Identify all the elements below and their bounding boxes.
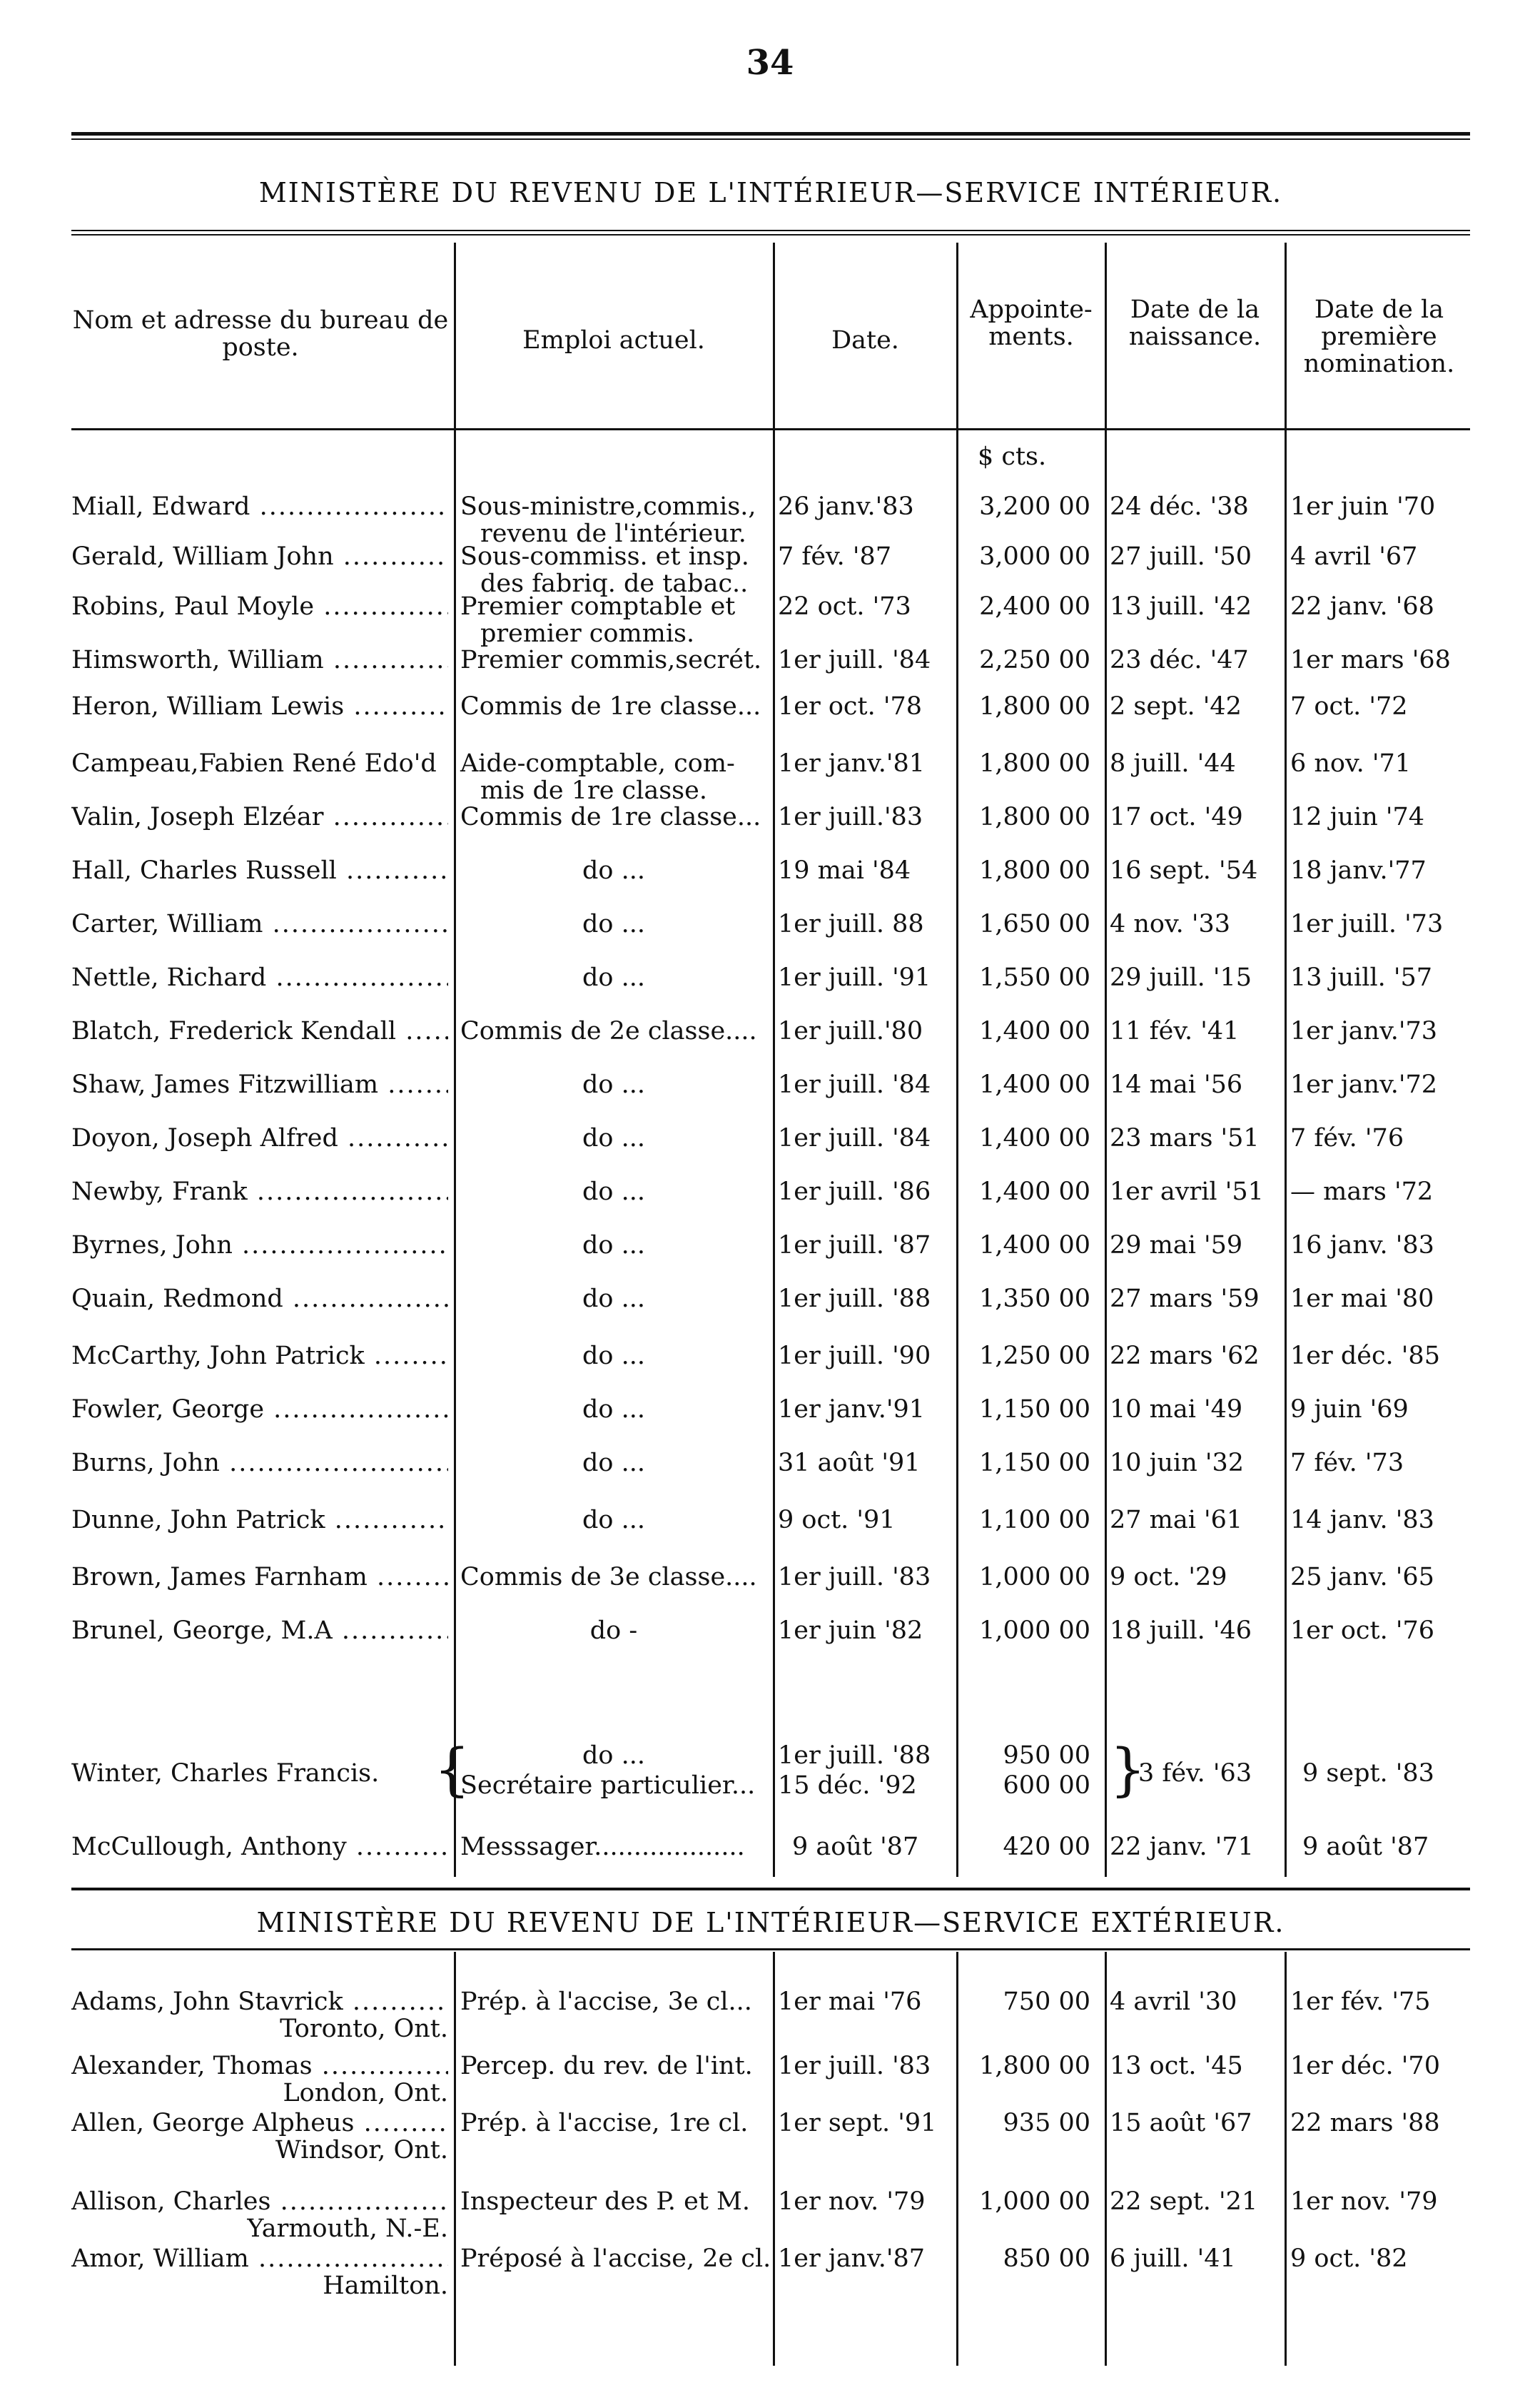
col-divider [956, 1952, 958, 2366]
appointements: 1,100 00 [979, 1506, 1090, 1534]
date-nomination: 9 août '87 [1302, 1833, 1429, 1861]
col-divider [956, 243, 958, 1877]
date-nomination: 16 janv. '83 [1290, 1231, 1434, 1260]
date-naissance: 15 août '67 [1110, 2109, 1252, 2137]
date-naissance: 10 juin '32 [1110, 1449, 1245, 1477]
appointements: 1,800 00 [979, 803, 1090, 831]
date-naissance: 3 fév. '63 [1138, 1759, 1252, 1788]
employee-name: Nettle, Richard ..... [71, 963, 448, 992]
emploi: Premier commis,secrét. [460, 646, 762, 674]
emploi: do ... [582, 910, 645, 938]
col-divider [1285, 243, 1287, 1877]
emploi: Commis de 2e classe.... [460, 1017, 757, 1045]
date-nomination: 4 avril '67 [1290, 542, 1418, 571]
emploi: Aide-comptable, com- [460, 749, 735, 778]
date-nomination: 1er mars '68 [1290, 646, 1451, 674]
emploi: Préposé à l'accise, 2e cl. [460, 2244, 771, 2273]
emploi: Commis de 3e classe.... [460, 1563, 757, 1591]
date-naissance: 24 déc. '38 [1110, 492, 1249, 521]
date: 1er sept. '91 [778, 2109, 937, 2137]
emploi: Prép. à l'accise, 3e cl... [460, 1988, 752, 2016]
title-rule [71, 230, 1470, 231]
appointements: 1,250 00 [979, 1342, 1090, 1370]
currency-label: $ cts. [978, 442, 1047, 471]
date-naissance: 6 juill. '41 [1110, 2244, 1236, 2273]
date: 1er juill.'83 [778, 803, 923, 831]
date-nomination: 14 janv. '83 [1290, 1506, 1434, 1534]
date-naissance: 22 mars '62 [1110, 1342, 1260, 1370]
emploi: do ... [582, 1395, 645, 1424]
date-naissance: 17 oct. '49 [1110, 803, 1243, 831]
page-number: 34 [746, 43, 794, 83]
employee-name: McCarthy, John Patrick ..... [71, 1342, 448, 1370]
emploi: Sous-ministre,commis., [460, 492, 756, 521]
emploi-continued: des fabriq. de tabac.. [480, 569, 749, 598]
emploi-continued: mis de 1re classe. [480, 776, 707, 805]
employee-name: Blatch, Frederick Kendall ..... [71, 1017, 448, 1045]
date: 1er juill. 88 [778, 910, 924, 938]
date-naissance: 29 juill. '15 [1110, 963, 1252, 992]
header-appointements: Appointe-ments. [970, 295, 1093, 351]
employee-name: Himsworth, William ..... [71, 646, 448, 674]
date-nomination: 1er déc. '85 [1290, 1342, 1440, 1370]
date: 9 oct. '91 [778, 1506, 896, 1534]
date-nomination: 9 oct. '82 [1290, 2244, 1408, 2273]
emploi: do - [589, 1616, 638, 1645]
brace: } [1110, 1736, 1146, 1803]
date: 1er mai '76 [778, 1988, 922, 2016]
emploi: Premier comptable et [460, 592, 736, 621]
employee-name: McCullough, Anthony ..... [71, 1833, 448, 1861]
date: 1er nov. '79 [778, 2187, 926, 2216]
employee-name: Shaw, James Fitzwilliam ..... [71, 1070, 448, 1099]
date-naissance: 27 juill. '50 [1110, 542, 1252, 571]
date: 1er janv.'81 [778, 749, 926, 778]
date: 1er juill.'80 [778, 1017, 923, 1045]
date: 1er juill. '91 [778, 963, 931, 992]
employee-name: Robins, Paul Moyle ..... [71, 592, 448, 621]
date: 1er juill. '83 [778, 1563, 931, 1591]
date-naissance: 14 mai '56 [1110, 1070, 1243, 1099]
employee-name: Amor, William ..... [71, 2244, 448, 2273]
appointements: 1,150 00 [979, 1449, 1090, 1477]
date-naissance: 8 juill. '44 [1110, 749, 1236, 778]
date-nomination: 6 nov. '71 [1290, 749, 1412, 778]
employee-place: Toronto, Ont. [280, 2015, 448, 2043]
date-naissance: 22 sept. '21 [1110, 2187, 1258, 2216]
emploi: do ... [582, 856, 645, 885]
employee-name: Byrnes, John ..... [71, 1231, 448, 1260]
date-nomination: 1er juin '70 [1290, 492, 1436, 521]
emploi: Prép. à l'accise, 1re cl. [460, 2109, 749, 2137]
appointements: 1,800 00 [979, 2052, 1090, 2080]
emploi: Secrétaire particulier... [460, 1771, 756, 1800]
appointements: 1,000 00 [979, 2187, 1090, 2216]
date-naissance: 1er avril '51 [1110, 1178, 1264, 1206]
employee-name: Adams, John Stavrick ..... [71, 1988, 448, 2016]
date-naissance: 10 mai '49 [1110, 1395, 1243, 1424]
employee-name: Fowler, George ..... [71, 1395, 448, 1424]
date-naissance: 27 mars '59 [1110, 1285, 1260, 1313]
date-naissance: 4 avril '30 [1110, 1988, 1237, 2016]
date: 1er juill. '90 [778, 1342, 931, 1370]
appointements: 1,350 00 [979, 1285, 1090, 1313]
employee-name: Miall, Edward ..... [71, 492, 448, 521]
date: 15 déc. '92 [778, 1771, 917, 1800]
header-rule [71, 428, 1470, 430]
appointements: 1,400 00 [979, 1017, 1090, 1045]
emploi-continued: premier commis. [480, 619, 695, 648]
date-naissance: 22 janv. '71 [1110, 1833, 1254, 1861]
emploi: do ... [582, 1178, 645, 1206]
emploi: do ... [582, 1124, 645, 1153]
appointements: 420 00 [1003, 1833, 1090, 1861]
date: 1er juill. '88 [778, 1285, 931, 1313]
date-naissance: 29 mai '59 [1110, 1231, 1243, 1260]
emploi: Messsager................... [460, 1833, 745, 1861]
emploi: do ... [582, 1506, 645, 1534]
date: 1er juin '82 [778, 1616, 923, 1645]
top-rule-thin [71, 138, 1470, 140]
employee-name: Burns, John ..... [71, 1449, 448, 1477]
date: 9 août '87 [792, 1833, 919, 1861]
header-naissance: Date de la naissance. [1128, 295, 1262, 351]
appointements: 2,250 00 [979, 646, 1090, 674]
date: 26 janv.'83 [778, 492, 914, 521]
appointements: 2,400 00 [979, 592, 1090, 621]
appointements: 950 00 [1003, 1741, 1090, 1770]
date: 31 août '91 [778, 1449, 921, 1477]
section-title-exterieur: MINISTÈRE DU REVENU DE L'INTÉRIEUR—SERVICE EXTÉRIEUR. [256, 1907, 1285, 1938]
employee-name: Hall, Charles Russell ..... [71, 856, 448, 885]
col-divider [1105, 243, 1107, 1877]
appointements: 1,800 00 [979, 856, 1090, 885]
employee-name: Gerald, William John ..... [71, 542, 448, 571]
date-nomination: 25 janv. '65 [1290, 1563, 1434, 1591]
employee-name: Heron, William Lewis ..... [71, 692, 448, 721]
col-divider [454, 243, 456, 1877]
appointements: 1,400 00 [979, 1231, 1090, 1260]
emploi-continued: revenu de l'intérieur. [480, 520, 746, 548]
appointements: 1,400 00 [979, 1124, 1090, 1153]
employee-place: Yarmouth, N.-E. [247, 2214, 448, 2243]
date-naissance: 2 sept. '42 [1110, 692, 1242, 721]
brace: { [434, 1736, 470, 1803]
date: 1er janv.'87 [778, 2244, 926, 2273]
employee-name: Alexander, Thomas ..... [71, 2052, 448, 2080]
header-name: Nom et adresse du bureau de poste. [72, 306, 449, 362]
emploi: do ... [582, 1231, 645, 1260]
employee-name: Allison, Charles ..... [71, 2187, 448, 2216]
emploi: Commis de 1re classe... [460, 803, 761, 831]
date-nomination: 9 juin '69 [1290, 1395, 1409, 1424]
header-emploi: Emploi actuel. [522, 326, 705, 355]
employee-name: Dunne, John Patrick ..... [71, 1506, 448, 1534]
employee-place: Hamilton. [323, 2272, 448, 2300]
date-nomination: 7 oct. '72 [1290, 692, 1408, 721]
title-rule-2 [71, 234, 1470, 236]
appointements: 1,400 00 [979, 1070, 1090, 1099]
col-divider [1105, 1952, 1107, 2366]
date: 7 fév. '87 [778, 542, 892, 571]
appointements: 1,800 00 [979, 749, 1090, 778]
date-nomination: 1er juill. '73 [1290, 910, 1444, 938]
emploi: Sous-commiss. et insp. [460, 542, 749, 571]
appointements: 3,000 00 [979, 542, 1090, 571]
date-naissance: 23 mars '51 [1110, 1124, 1260, 1153]
section2-title-rule [71, 1948, 1470, 1950]
emploi: do ... [582, 1741, 645, 1770]
date: 1er juill. '86 [778, 1178, 931, 1206]
date: 22 oct. '73 [778, 592, 911, 621]
emploi: do ... [582, 1285, 645, 1313]
appointements: 1,650 00 [979, 910, 1090, 938]
appointements: 1,800 00 [979, 692, 1090, 721]
date: 1er janv.'91 [778, 1395, 926, 1424]
date-nomination: 1er janv.'72 [1290, 1070, 1438, 1099]
employee-name: Valin, Joseph Elzéar ..... [71, 803, 448, 831]
col-divider [454, 1952, 456, 2366]
employee-name: Winter, Charles Francis. [71, 1759, 380, 1788]
date-nomination: 7 fév. '73 [1290, 1449, 1404, 1477]
emploi: do ... [582, 1342, 645, 1370]
appointements: 750 00 [1003, 1988, 1090, 2016]
emploi: do ... [582, 1070, 645, 1099]
col-divider [1285, 1952, 1287, 2366]
date-naissance: 13 juill. '42 [1110, 592, 1252, 621]
date-naissance: 13 oct. '45 [1110, 2052, 1243, 2080]
employee-name: Quain, Redmond ..... [71, 1285, 448, 1313]
header-nomination: Date de la première nomination. [1303, 295, 1455, 378]
date-nomination: 22 janv. '68 [1290, 592, 1434, 621]
employee-name: Brunel, George, M.A ..... [71, 1616, 448, 1645]
emploi: do ... [582, 1449, 645, 1477]
date-nomination: 1er oct. '76 [1290, 1616, 1434, 1645]
appointements: 600 00 [1003, 1771, 1090, 1800]
date-nomination: 12 juin '74 [1290, 803, 1425, 831]
date-nomination: 7 fév. '76 [1290, 1124, 1404, 1153]
employee-name: Campeau,Fabien René Edo'd ..... [71, 749, 448, 778]
col-divider [773, 1952, 775, 2366]
date-naissance: 18 juill. '46 [1110, 1616, 1252, 1645]
appointements: 1,000 00 [979, 1563, 1090, 1591]
date-nomination: 22 mars '88 [1290, 2109, 1440, 2137]
emploi: do ... [582, 963, 645, 992]
header-date: Date. [831, 326, 899, 355]
date-nomination: 1er déc. '70 [1290, 2052, 1440, 2080]
date: 1er juill. '88 [778, 1741, 931, 1770]
employee-name: Brown, James Farnham ..... [71, 1563, 448, 1591]
emploi: Percep. du rev. de l'int. [460, 2052, 753, 2080]
date: 1er juill. '84 [778, 646, 931, 674]
date-nomination: 1er nov. '79 [1290, 2187, 1438, 2216]
appointements: 1,150 00 [979, 1395, 1090, 1424]
date-nomination: 18 janv.'77 [1290, 856, 1427, 885]
appointements: 1,000 00 [979, 1616, 1090, 1645]
date: 1er juill. '84 [778, 1070, 931, 1099]
appointements: 935 00 [1003, 2109, 1090, 2137]
date: 1er oct. '78 [778, 692, 922, 721]
date-nomination: 1er janv.'73 [1290, 1017, 1438, 1045]
top-rule [71, 132, 1470, 136]
date: 19 mai '84 [778, 856, 911, 885]
date-naissance: 23 déc. '47 [1110, 646, 1249, 674]
date: 1er juill. '84 [778, 1124, 931, 1153]
emploi: Inspecteur des P. et M. [460, 2187, 751, 2216]
employee-place: Windsor, Ont. [275, 2136, 448, 2164]
employee-name: Newby, Frank ..... [71, 1178, 448, 1206]
date-nomination: 1er mai '80 [1290, 1285, 1434, 1313]
date-naissance: 27 mai '61 [1110, 1506, 1243, 1534]
date: 1er juill. '87 [778, 1231, 931, 1260]
section2-top-rule [71, 1888, 1470, 1890]
appointements: 1,550 00 [979, 963, 1090, 992]
appointements: 1,400 00 [979, 1178, 1090, 1206]
date-nomination: — mars '72 [1290, 1178, 1434, 1206]
emploi: Commis de 1re classe... [460, 692, 761, 721]
col-divider [773, 243, 775, 1877]
date-naissance: 4 nov. '33 [1110, 910, 1231, 938]
date-naissance: 16 sept. '54 [1110, 856, 1258, 885]
appointements: 3,200 00 [979, 492, 1090, 521]
employee-place: London, Ont. [283, 2079, 448, 2107]
date-naissance: 11 fév. '41 [1110, 1017, 1240, 1045]
appointements: 850 00 [1003, 2244, 1090, 2273]
employee-name: Carter, William ..... [71, 910, 448, 938]
employee-name: Doyon, Joseph Alfred ..... [71, 1124, 448, 1153]
section-title-interieur: MINISTÈRE DU REVENU DE L'INTÉRIEUR—SERVICE INTÉRIEUR. [258, 177, 1283, 208]
date-nomination: 9 sept. '83 [1302, 1759, 1434, 1788]
date-nomination: 13 juill. '57 [1290, 963, 1433, 992]
date: 1er juill. '83 [778, 2052, 931, 2080]
employee-name: Allen, George Alpheus ..... [71, 2109, 448, 2137]
date-naissance: 9 oct. '29 [1110, 1563, 1227, 1591]
date-nomination: 1er fév. '75 [1290, 1988, 1431, 2016]
